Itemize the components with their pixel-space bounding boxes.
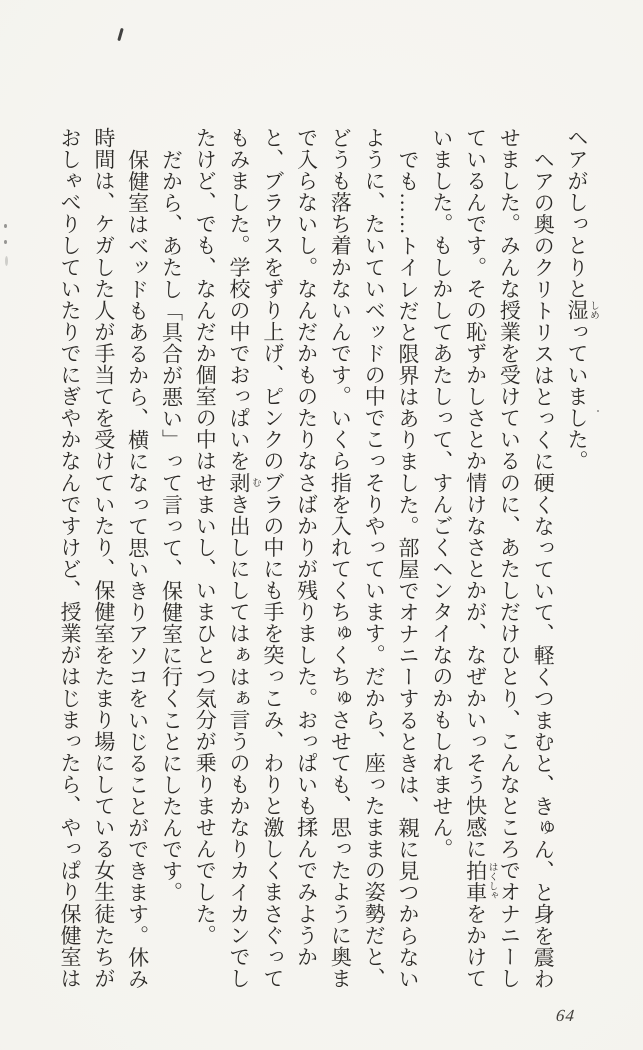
scan-artifact-slash xyxy=(117,28,123,41)
scan-artifact-dot xyxy=(4,224,7,228)
paragraph: ヘアの奥のクリトリスはとっくに硬くなっていて、軽くつまむと、きゅん、と身を震わせました。みんな授業を受けているのに、あたしだけひとり、こんなところでオナニーしているんです。その恥ずかしさとか情けなさとかが、なぜかいっそう快感に拍車 はくしゃをかけていました。もしかしてあたしって、すんごくヘンタイなのかもしれません。 xyxy=(429,127,556,990)
furigana: む xyxy=(250,471,261,494)
scan-artifact-dot xyxy=(4,240,7,244)
text-block xyxy=(52,127,598,999)
ruby-annotation: 拍車 はくしゃ xyxy=(463,859,497,903)
furigana: はくしゃ xyxy=(486,859,497,903)
ruby-annotation: 剥 む xyxy=(227,471,261,494)
paragraph: 保健室はベッドもあるから、横になって思いきりアソコをいじることができます。休み時間は、ケガした人が手当てを受けていたり、保健室をたまり場にしている女生徒たちがおしゃべりしていたりでにぎやかなんですけど、授業がはじまったら、やっぱり保健室は xyxy=(58,127,150,989)
scan-artifact-dot xyxy=(5,256,8,266)
paragraph: でも……トイレだと限界はありました。部屋でオナニーするときは、親に見つからないように、たいていベッドの中でこっそりやっています。だから、座ったままの姿勢だと、どうも落ち着かないんです。いくら指を入れてくちゅくちゅさせても、思ったように奥まで入らないし。なんだかものたりなさばかりが残りました。おっぱいも揉んでみようかと、ブラウスをずり上げ、ピンクのブラの中にも手を突っこみ、わりと激しくまさぐってもみました。学校の中でおっぱいを剥 むき出しにしてはぁはぁ言うのもかなりカイカンでしたけど、でも、なんだか個室の中はせまいし、いまひとつ気分が乗りませんでした。 xyxy=(193,127,421,990)
furigana: しめ xyxy=(588,299,598,321)
paragraph: ヘアがしっとりと湿 しめっていました。 xyxy=(565,127,598,472)
page-number: 64 xyxy=(555,1006,577,1025)
paragraph: だから、あたし「具合が悪い」って言って、保健室に行くことにしたんです。 xyxy=(159,148,184,903)
ruby-annotation: 湿 しめ xyxy=(565,299,598,321)
